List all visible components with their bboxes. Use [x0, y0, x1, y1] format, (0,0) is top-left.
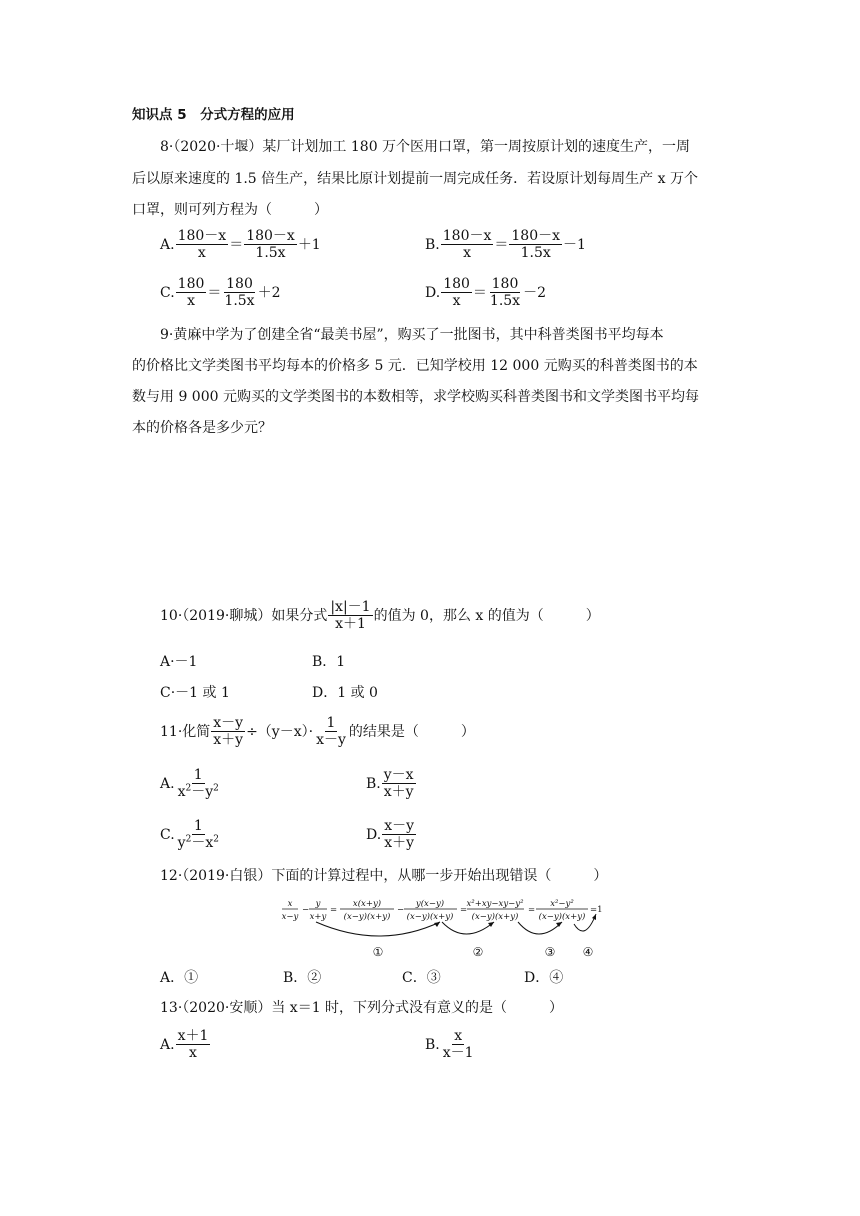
q13-stem: 13·（2020·安顺）当 x＝1 时，下列分式没有意义的是（ ）	[160, 1000, 564, 1016]
fraction: $\frac{x-y}{x+y}$	[213, 715, 244, 748]
q10-option-c[interactable]: C·－1 或 1	[160, 685, 230, 701]
q12-option-a[interactable]: A．①	[160, 970, 199, 986]
expr-eq3: =	[528, 905, 536, 915]
expr-t2d: x+y	[309, 912, 327, 922]
option-label: A.	[160, 775, 175, 792]
equals-sign: ＝	[472, 284, 487, 301]
q12-option-d[interactable]: D．④	[524, 970, 564, 986]
step-marker-4: ④	[582, 945, 594, 959]
q11-mid: ÷（y－x）·	[246, 723, 314, 740]
q12-stem: 12·（2019·白银）下面的计算过程中，从哪一步开始出现错误（ ）	[160, 868, 608, 884]
step-arrow-3	[518, 922, 562, 934]
q10-prefix: 10·（2019·聊城）如果分式	[160, 607, 328, 624]
expr-t6d: (x−y)(x+y)	[538, 912, 586, 922]
q10-suffix: 的值为 0，那么 x 的值为（ ）	[373, 607, 600, 624]
q10-option-d[interactable]: D．1 或 0	[312, 685, 378, 701]
option-label: C.	[160, 284, 175, 301]
fraction: $\frac{180-x}{1.5x}$	[511, 228, 560, 261]
step-marker-2: ②	[472, 945, 484, 959]
fraction: $\frac{x}{x-1}$	[442, 1028, 474, 1061]
expr-op1: −	[302, 905, 310, 915]
q12-option-c[interactable]: C．③	[402, 970, 441, 986]
q11-option-c[interactable]	[160, 818, 222, 851]
q8-option-d[interactable]	[425, 276, 546, 309]
expr-t5n: x²+xy−xy−y²	[466, 899, 524, 909]
q8-line1: 8·（2020·十堰）某厂计划加工 180 万个医用口罩，第一周按原计划的速度生产，一周	[160, 139, 691, 155]
q11-suffix: 的结果是（ ）	[348, 723, 475, 740]
q12-computation-figure	[280, 894, 620, 964]
option-label: A.	[160, 236, 175, 253]
step-arrow-2	[442, 922, 494, 934]
fraction: $\frac{180}{x}$	[443, 276, 470, 309]
fraction: $\frac{180-x}{x}$	[442, 228, 492, 261]
q10-option-a[interactable]: A·－1	[160, 654, 198, 670]
fraction: $\frac{1}{y^2-x^2}$	[177, 818, 219, 851]
fraction: $\frac{180-x}{x}$	[177, 228, 227, 261]
step-marker-1: ①	[372, 945, 384, 959]
fraction: $\frac{180}{1.5x}$	[224, 276, 255, 309]
fraction: $\frac{y-x}{x+y}$	[383, 767, 414, 800]
expr-eq4: =1	[590, 905, 603, 915]
step-arrow-1	[316, 922, 440, 936]
option-label: B.	[425, 236, 440, 253]
expr-eq1: =	[330, 905, 338, 915]
q11-prefix: 11·化简	[160, 723, 211, 740]
expr-t1d: x−y	[281, 912, 299, 922]
step-marker-3: ③	[544, 945, 556, 959]
q11-option-b[interactable]	[366, 767, 417, 800]
equals-sign: ＝	[229, 236, 244, 253]
fraction: $\frac{1}{x-y}$	[316, 715, 346, 748]
tail-term: ＋2	[257, 284, 281, 301]
q10-option-b[interactable]: B．1	[312, 654, 346, 670]
expr-t4n: y(x−y)	[415, 899, 445, 909]
option-label: B.	[425, 1036, 440, 1053]
option-label: C.	[160, 826, 175, 843]
q9-line4: 本的价格各是多少元？	[132, 420, 272, 436]
q8-option-a[interactable]	[160, 228, 321, 261]
tail-term: －2	[523, 284, 547, 301]
q9-line2: 的价格比文学类图书平均每本的价格多 5 元．已知学校用 12 000 元购买的科普类图书的本	[132, 358, 698, 374]
fraction: $\frac{1}{x^2-y^2}$	[177, 767, 219, 800]
q10-stem	[160, 599, 600, 632]
equals-sign: ＝	[207, 284, 222, 301]
expr-eq2: =	[460, 905, 468, 915]
fraction: $\frac{x+1}{x}$	[177, 1028, 209, 1061]
fraction: $\frac{|x|-1}{x+1}$	[330, 599, 371, 632]
fraction: $\frac{180-x}{1.5x}$	[246, 228, 295, 261]
expr-t2n: y	[315, 899, 321, 909]
q11-option-d[interactable]	[366, 818, 417, 851]
expr-op2: −	[397, 905, 405, 915]
option-label: D.	[366, 826, 382, 843]
expr-t3d: (x−y)(x+y)	[343, 912, 391, 922]
fraction: $\frac{x-y}{x+y}$	[384, 818, 414, 851]
option-label: B.	[366, 775, 381, 792]
q8-option-c[interactable]	[160, 276, 281, 309]
q13-option-a[interactable]	[160, 1028, 211, 1061]
q11-stem	[160, 715, 475, 748]
section-title: 知识点 5 分式方程的应用	[132, 107, 295, 123]
expr-t1n: x	[287, 899, 293, 909]
q11-option-a[interactable]	[160, 767, 222, 800]
q9-line1: 9·黄麻中学为了创建全省“最美书屋”，购买了一批图书，其中科普类图书平均每本	[160, 327, 664, 343]
q12-option-b[interactable]: B．②	[283, 970, 322, 986]
expr-t6n: x²−y²	[550, 899, 574, 909]
q8-line2: 后以原来速度的 1.5 倍生产，结果比原计划提前一周完成任务．若设原计划每周生产 x 万个	[132, 171, 698, 187]
equals-sign: ＝	[494, 236, 509, 253]
q8-option-b[interactable]	[425, 228, 586, 261]
expr-t3n: x(x+y)	[352, 899, 382, 909]
expr-t4d: (x−y)(x+y)	[406, 912, 454, 922]
tail-term: ＋1	[297, 236, 321, 253]
q9-line3: 数与用 9 000 元购买的文学类图书的本数相等，求学校购买科普类图书和文学类图书平均每	[132, 389, 699, 405]
option-label: D.	[425, 284, 441, 301]
option-label: A.	[160, 1036, 175, 1053]
q8-line3: 口罩，则可列方程为（ ）	[132, 202, 328, 218]
q13-option-b[interactable]	[425, 1028, 477, 1061]
fraction: $\frac{180}{x}$	[177, 276, 205, 309]
tail-term: －1	[563, 236, 586, 253]
fraction: $\frac{180}{1.5x}$	[489, 276, 521, 309]
expr-t5d: (x−y)(x+y)	[471, 912, 519, 922]
